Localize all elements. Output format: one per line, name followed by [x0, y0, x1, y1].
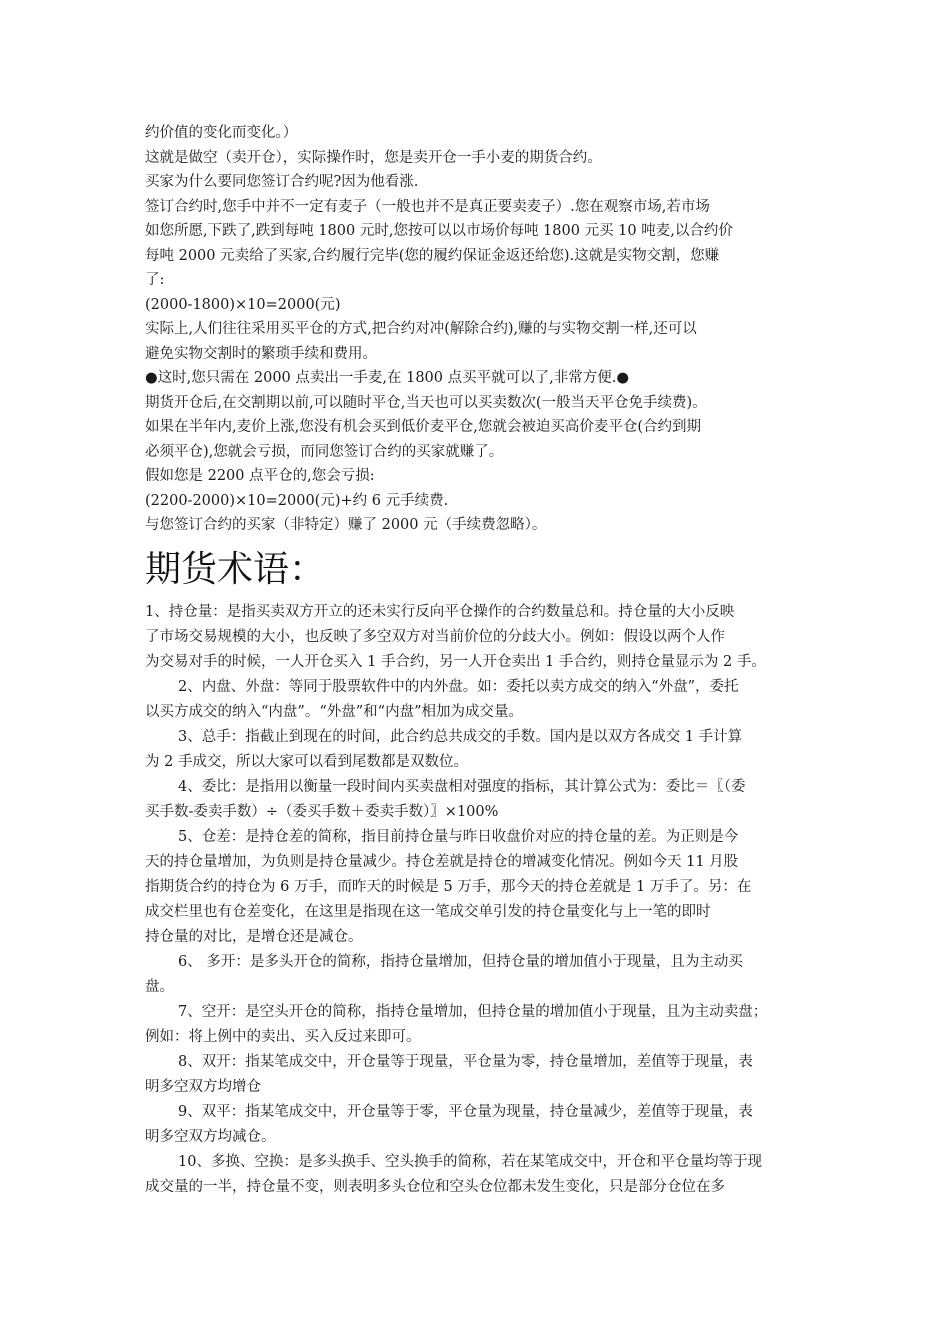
- text-line: 如果在半年内,麦价上涨,您没有机会买到低价麦平仓,您就会被迫买高价麦平仓(合约到期: [145, 419, 701, 435]
- term-item-1: [145, 600, 817, 675]
- text-line: 8、双开：指某笔成交中，开仓量等于现量，平仓量为零，持仓量增加，差值等于现量，表: [178, 1053, 753, 1070]
- text-line: 4、委比：是指用以衡量一段时间内买卖盘相对强度的指标，其计算公式为：委比＝〖（委: [178, 778, 746, 795]
- term-item-3: [145, 725, 817, 775]
- text-line: 为 2 手成交，所以大家可以看到尾数都是双数位。: [145, 753, 468, 770]
- term-item-6: [145, 950, 817, 1000]
- text-line: 7、空开：是空头开仓的简称，指持仓量增加，但持仓量的增加值小于现量，且为主动卖盘；: [178, 1003, 768, 1020]
- text-line: 持仓量的对比，是增仓还是减仓。: [145, 928, 363, 945]
- example-section: [145, 121, 817, 538]
- text-line: 每吨 2000 元卖给了买家,合约履行完毕(您的履约保证金返还给您).这就是实物交割，您赚: [145, 247, 720, 264]
- text-line: 例如：将上例中的卖出、买入反过来即可。: [145, 1028, 421, 1045]
- text-line: 以买方成交的纳入“内盘”。“外盘”和“内盘”相加为成交量。: [145, 703, 523, 720]
- formula-line: (2200-2000)×10=2000(元)+约 6 元手续费.: [145, 492, 449, 509]
- text-line: 了:: [145, 272, 165, 288]
- text-line: 期货开仓后,在交割期以前,可以随时平仓,当天也可以买卖数次(一般当天平仓免手续费)。: [145, 394, 707, 411]
- text-line: 假如您是 2200 点平仓的,您会亏损:: [145, 468, 375, 484]
- document-page: [145, 121, 817, 1200]
- text-line: 必须平仓),您就会亏损，而同您签订合约的买家就赚了。: [145, 443, 504, 460]
- terms-list: [145, 600, 817, 1200]
- text-line: 盘。: [145, 978, 174, 995]
- text-line: 5、仓差：是持仓差的简称，指目前持仓量与昨日收盘价对应的持仓量的差。为正则是今: [178, 828, 739, 845]
- text-line: 避免实物交割时的繁琐手续和费用。: [145, 345, 377, 362]
- text-line: 6、 多开：是多头开仓的简称，指持仓量增加，但持仓量的增加值小于现量，且为主动买: [178, 953, 743, 970]
- text-line: 3、总手：指截止到现在的时间，此合约总共成交的手数。国内是以双方各成交 1 手计算: [178, 728, 743, 745]
- section-heading: 期货术语：: [145, 548, 326, 590]
- text-line: 成交量的一半，持仓量不变，则表明多头仓位和空头仓位都未发生变化，只是部分仓位在多: [145, 1178, 725, 1195]
- term-item-4: [145, 775, 817, 825]
- term-item-9: [145, 1100, 817, 1150]
- term-item-8: [145, 1050, 817, 1100]
- term-item-7: [145, 1000, 817, 1050]
- term-item-2: [145, 675, 817, 725]
- text-line: 买手数-委卖手数）÷（委买手数＋委卖手数）〗×100%: [145, 803, 499, 820]
- text-line: 了市场交易规模的大小，也反映了多空双方对当前价位的分歧大小。例如：假设以两个人作: [145, 628, 725, 645]
- text-line: 2、内盘、外盘：等同于股票软件中的内外盘。如：委托以卖方成交的纳入“外盘”，委托: [178, 678, 739, 695]
- formula-line: (2000-1800)×10=2000(元): [145, 296, 341, 313]
- text-line: 与您签订合约的买家（非特定）赚了 2000 元（手续费忽略）。: [145, 517, 547, 533]
- text-line: 明多空双方均增仓: [145, 1078, 261, 1095]
- highlight-line: ●这时,您只需在 2000 点卖出一手麦,在 1800 点买平就可以了,非常方便.●: [145, 370, 629, 386]
- term-item-10: [145, 1150, 817, 1200]
- text-line: 签订合约时,您手中并不一定有麦子（一般也并不是真正要卖麦子）.您在观察市场,若市场: [145, 198, 710, 215]
- text-line: 买家为什么要同您签订合约呢?因为他看涨.: [145, 174, 419, 190]
- text-line: 9、双平：指某笔成交中，开仓量等于零，平仓量为现量，持仓量减少，差值等于现量，表: [178, 1103, 753, 1120]
- text-line: 成交栏里也有仓差变化，在这里是指现在这一笔成交单引发的持仓量变化与上一笔的即时: [145, 903, 711, 920]
- text-line: 明多空双方均减仓。: [145, 1128, 276, 1145]
- text-line: 约价值的变化而变化。）: [145, 125, 298, 141]
- text-line: 10、多换、空换：是多头换手、空头换手的简称，若在某笔成交中，开仓和平仓量均等于现: [178, 1153, 762, 1170]
- text-line: 天的持仓量增加，为负则是持仓量减少。持仓差就是持仓的增减变化情况。例如今天 11 月股: [145, 853, 739, 870]
- text-line: 这就是做空（卖开仓），实际操作时，您是卖开仓一手小麦的期货合约。: [145, 149, 602, 166]
- text-line: 1、持仓量：是指买卖双方开立的还未实行反向平仓操作的合约数量总和。持仓量的大小反映: [145, 603, 735, 620]
- text-line: 实际上,人们往往采用买平仓的方式,把合约对冲(解除合约),赚的与实物交割一样,还可以: [145, 321, 697, 337]
- text-line: 如您所愿,下跌了,跌到每吨 1800 元时,您按可以以市场价每吨 1800 元买 10 吨麦,以合约价: [145, 223, 733, 239]
- text-line: 为交易对手的时候，一人开仓买入 1 手合约，另一人开仓卖出 1 手合约，则持仓量显示为 2 手。: [145, 653, 766, 670]
- text-line: 指期货合约的持仓为 6 万手，而昨天的时候是 5 万手，那今天的持仓差就是 1 万手了。另：在: [145, 878, 752, 895]
- term-item-5: [145, 825, 817, 950]
